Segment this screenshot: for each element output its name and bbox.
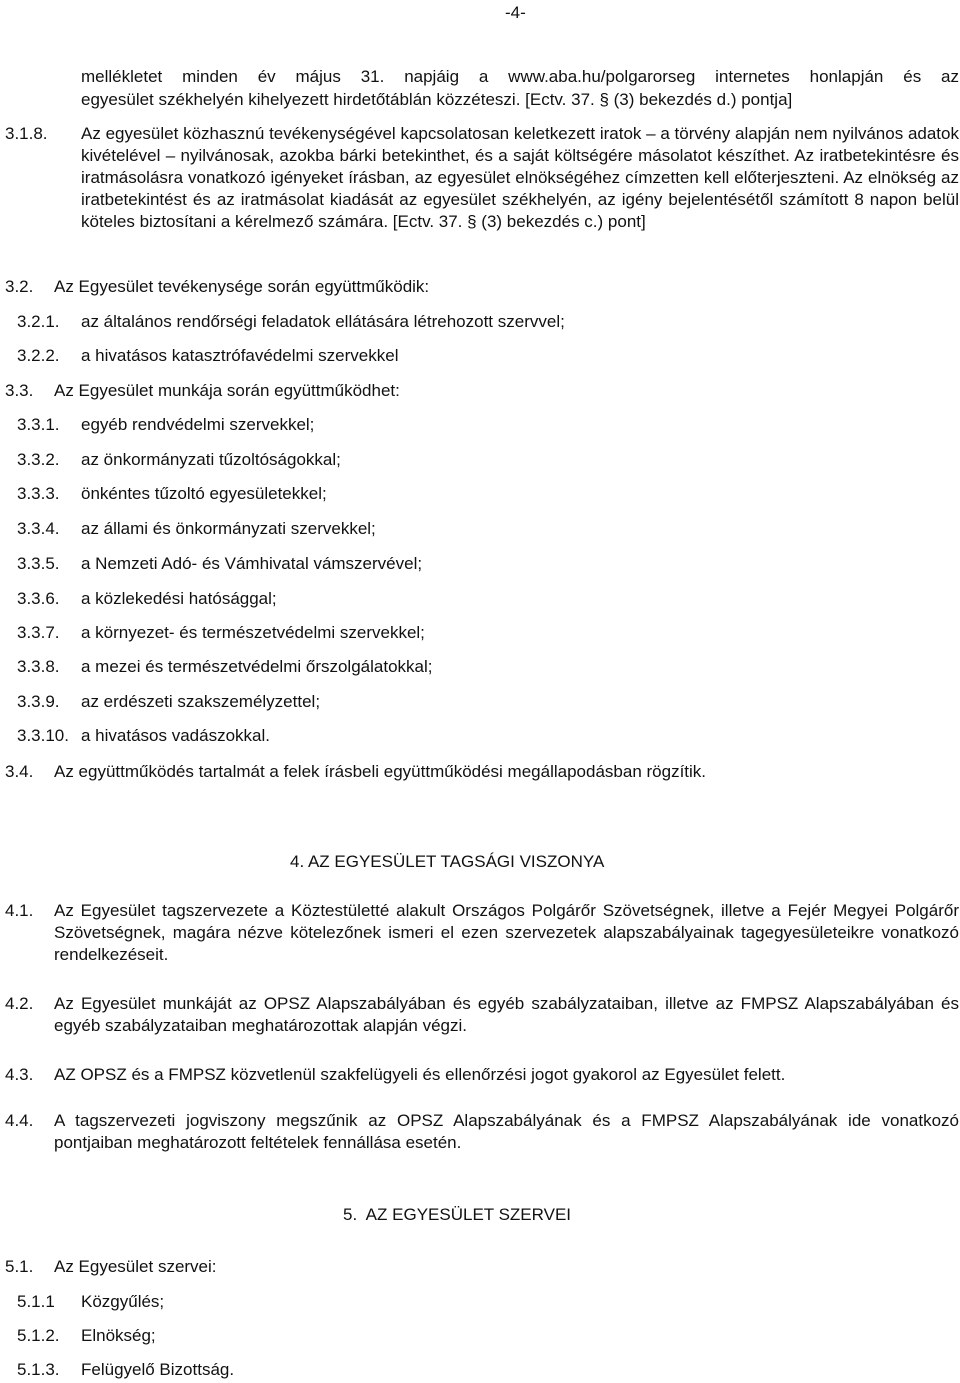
- section-3-3-2-text: az önkormányzati tűzoltóságokkal;: [81, 450, 341, 469]
- section-4-2-text: Az Egyesület munkáját az OPSZ Alapszabályában és egyéb szabályzataiban, illetve az FMPSZ Alapszabályában és egyéb szabályzataiban meghatározottak alapján végzi.: [54, 994, 959, 1035]
- section-4-3-number: 4.3.: [5, 1065, 34, 1084]
- section-3-1-8-number: 3.1.8.: [5, 124, 48, 143]
- section-3-3-text: Az Egyesület munkája során együttműködhet:: [54, 381, 400, 400]
- section-3-3-1-number: 3.3.1.: [17, 415, 60, 434]
- section-3-3-8-number: 3.3.8.: [17, 657, 60, 676]
- section-4-3-text: AZ OPSZ és a FMPSZ közvetlenül szakfelügyeli és ellenőrzési jogot gyakorol az Egyesület felett.: [54, 1065, 786, 1084]
- section-5-1-1-text: Közgyűlés;: [81, 1292, 165, 1311]
- page-number: -4-: [505, 3, 526, 22]
- chapter-4-heading: 4. AZ EGYESÜLET TAGSÁGI VISZONYA: [290, 852, 605, 871]
- intro-line-2: egyesület székhelyén kihelyezett hirdetőtáblán közzéteszi. [Ectv. 37. § (3) bekezdés d.) pontja]: [81, 90, 793, 109]
- section-3-3-3-text: önkéntes tűzoltó egyesületekkel;: [81, 484, 327, 503]
- section-4-4-number: 4.4.: [5, 1111, 34, 1130]
- section-3-1-8-text: Az egyesület közhasznú tevékenységével kapcsolatosan keletkezett iratok – a törvény alapján nem nyilvános adatok kivételével – nyilvánosak, azokba bárki betekinthet, és a saját költségére másolatot készíthet. Az iratbetekintésre és iratmásolásra vonatkozó igényeket írásban, az egyesület elnökségéhez címzetten kell előterjeszteni. Az elnökség az iratbetekintést és az iratmásolat kiadását az egyesület székhelyén, az igény bejelentésétől számított 8 napon belül köteles biztosítani a kérelmező számára. [Ectv. 37. § (3) bekezdés c.) pont]: [81, 124, 959, 231]
- section-3-3-9-number: 3.3.9.: [17, 692, 60, 711]
- section-4-1-text: Az Egyesület tagszervezete a Köztestületté alakult Országos Polgárőr Szövetségnek, illetve a Fejér Megyei Polgárőr Szövetségnek, magára nézve kötelezőnek ismeri el ezen szervezetek alapszabályainak tagegyesületeikre vonatkozó rendelkezéseit.: [54, 901, 959, 964]
- section-3-3-number: 3.3.: [5, 381, 34, 400]
- section-4-4-text: A tagszervezeti jogviszony megszűnik az OPSZ Alapszabályának és a FMPSZ Alapszabályának ide vonatkozó pontjaiban meghatározott feltételek fennállása esetén.: [54, 1111, 959, 1152]
- section-3-3-6-text: a közlekedési hatósággal;: [81, 589, 277, 608]
- section-3-3-1-text: egyéb rendvédelmi szervekkel;: [81, 415, 315, 434]
- section-3-3-7-text: a környezet- és természetvédelmi szervekkel;: [81, 623, 425, 642]
- section-4-1-number: 4.1.: [5, 901, 34, 920]
- section-3-3-6-number: 3.3.6.: [17, 589, 60, 608]
- section-3-3-7-number: 3.3.7.: [17, 623, 60, 642]
- section-3-3-4-text: az állami és önkormányzati szervekkel;: [81, 519, 376, 538]
- section-5-1-1-number: 5.1.1: [17, 1292, 55, 1311]
- section-3-3-5-number: 3.3.5.: [17, 554, 60, 573]
- section-3-4-text: Az együttműködés tartalmát a felek írásbeli együttműködési megállapodásban rögzítik.: [54, 762, 707, 781]
- section-3-3-5-text: a Nemzeti Adó- és Vámhivatal vámszervével;: [81, 554, 423, 573]
- section-4-2-number: 4.2.: [5, 994, 34, 1013]
- section-5-1-2-number: 5.1.2.: [17, 1326, 60, 1345]
- section-5-1-3-number: 5.1.3.: [17, 1360, 60, 1379]
- section-3-3-4-number: 3.3.4.: [17, 519, 60, 538]
- section-3-3-8-text: a mezei és természetvédelmi őrszolgálatokkal;: [81, 657, 433, 676]
- chapter-5-heading: 5. AZ EGYESÜLET SZERVEI: [343, 1205, 572, 1224]
- section-3-3-9-text: az erdészeti szakszemélyzettel;: [81, 692, 321, 711]
- section-3-2-1-number: 3.2.1.: [17, 312, 60, 331]
- section-3-2-text: Az Egyesület tevékenysége során együttműködik:: [54, 277, 430, 296]
- section-5-1-text: Az Egyesület szervei:: [54, 1257, 217, 1276]
- section-3-3-10-number: 3.3.10.: [17, 726, 69, 745]
- section-3-3-2-number: 3.3.2.: [17, 450, 60, 469]
- section-5-1-3-text: Felügyelő Bizottság.: [81, 1360, 235, 1379]
- section-5-1-number: 5.1.: [5, 1257, 34, 1276]
- intro-line-1: mellékletet minden év május 31. napjáig a www.aba.hu/polgarorseg internetes honlapján és az: [81, 67, 959, 86]
- section-3-2-2-number: 3.2.2.: [17, 346, 60, 365]
- section-3-3-10-text: a hivatásos vadászokkal.: [81, 726, 270, 745]
- section-3-2-1-text: az általános rendőrségi feladatok ellátására létrehozott szervvel;: [81, 312, 565, 331]
- section-3-2-number: 3.2.: [5, 277, 34, 296]
- section-5-1-2-text: Elnökség;: [81, 1326, 156, 1345]
- section-3-2-2-text: a hivatásos katasztrófavédelmi szervekkel: [81, 346, 399, 365]
- section-3-3-3-number: 3.3.3.: [17, 484, 60, 503]
- section-3-4-number: 3.4.: [5, 762, 34, 781]
